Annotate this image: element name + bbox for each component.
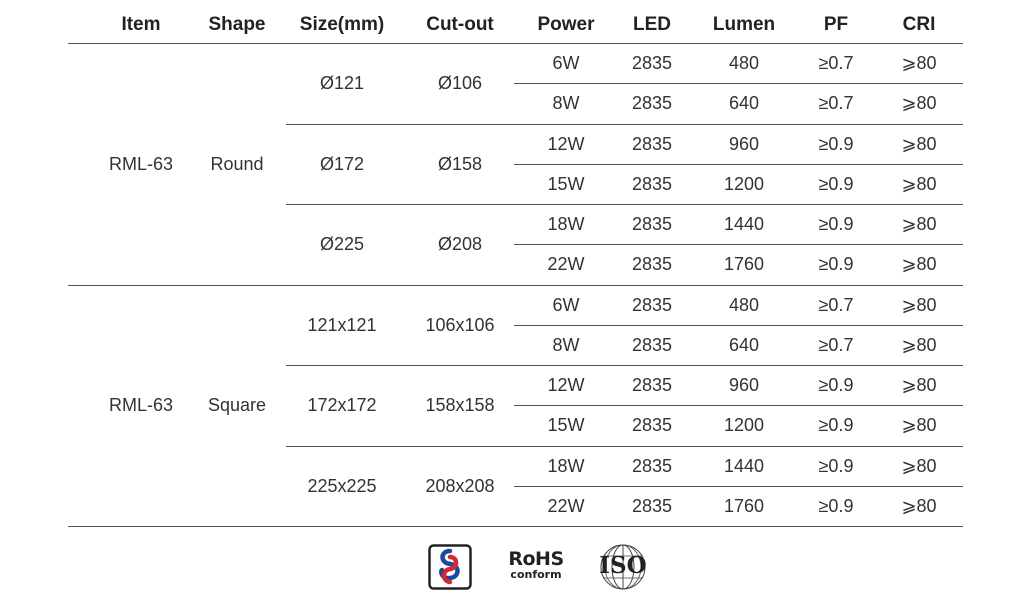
cell-cutout: Ø208: [437, 234, 483, 255]
size-group-divider: [286, 124, 963, 125]
row-divider: [514, 486, 963, 487]
cell-power: 18W: [547, 214, 585, 235]
cell-cutout: Ø158: [437, 153, 483, 174]
column-header-pf: PF: [823, 14, 849, 35]
row-divider: [514, 83, 963, 84]
cell-power: 8W: [552, 334, 580, 355]
cell-cutout: 158x158: [425, 395, 495, 416]
cell-pf: ≥0.7: [818, 93, 854, 114]
cell-power: 22W: [547, 254, 585, 275]
cell-size: Ø172: [319, 153, 365, 174]
cell-pf: ≥0.9: [818, 214, 854, 235]
column-header-led: LED: [633, 14, 671, 35]
cell-cri: ⩾80: [901, 294, 937, 315]
rohs-logo: [503, 549, 569, 581]
cell-led: 2835: [631, 254, 673, 275]
size-group-divider: [286, 365, 963, 366]
cell-cri: ⩾80: [901, 214, 937, 235]
cell-cri: ⩾80: [901, 254, 937, 275]
cell-size: Ø225: [319, 234, 365, 255]
cell-pf: ≥0.7: [818, 294, 854, 315]
column-header-lumen: Lumen: [712, 14, 776, 35]
cell-size: 225x225: [307, 475, 377, 496]
cell-power: 15W: [547, 173, 585, 194]
cell-lumen: 640: [728, 334, 760, 355]
row-divider: [514, 244, 963, 245]
cb-mark-icon: [428, 544, 472, 590]
column-header-cri: CRI: [902, 14, 936, 35]
cell-lumen: 480: [728, 53, 760, 74]
cell-pf: ≥0.7: [818, 53, 854, 74]
cell-lumen: 960: [728, 375, 760, 396]
column-header-shape: Shape: [208, 14, 266, 35]
cell-pf: ≥0.9: [818, 173, 854, 194]
cell-power: 15W: [547, 415, 585, 436]
column-header-item: Item: [121, 14, 161, 35]
row-divider: [514, 325, 963, 326]
certification-logos: [0, 544, 1014, 592]
cell-led: 2835: [631, 375, 673, 396]
cell-item: RML-63: [108, 153, 174, 174]
cell-pf: ≥0.7: [818, 334, 854, 355]
cell-cri: ⩾80: [901, 173, 937, 194]
cell-led: 2835: [631, 455, 673, 476]
cell-cutout: Ø106: [437, 73, 483, 94]
cell-power: 18W: [547, 455, 585, 476]
cell-cri: ⩾80: [901, 133, 937, 154]
cell-cutout: 106x106: [425, 314, 495, 335]
cell-power: 12W: [547, 133, 585, 154]
column-header-size: Size(mm): [299, 14, 385, 35]
column-header-cutout: Cut-out: [426, 14, 494, 35]
cell-led: 2835: [631, 93, 673, 114]
cell-item: RML-63: [108, 395, 174, 416]
cell-size: 121x121: [307, 314, 377, 335]
cell-led: 2835: [631, 294, 673, 315]
cell-pf: ≥0.9: [818, 455, 854, 476]
cell-led: 2835: [631, 495, 673, 516]
cell-led: 2835: [631, 133, 673, 154]
cell-cri: ⩾80: [901, 415, 937, 436]
size-group-divider: [286, 446, 963, 447]
cell-pf: ≥0.9: [818, 375, 854, 396]
cell-cri: ⩾80: [901, 495, 937, 516]
row-divider: [514, 405, 963, 406]
cell-lumen: 960: [728, 133, 760, 154]
cell-led: 2835: [631, 415, 673, 436]
product-group-divider: [68, 526, 963, 527]
cell-power: 8W: [552, 93, 580, 114]
cell-size: Ø121: [319, 73, 365, 94]
rohs-sublabel: conform: [510, 568, 562, 581]
cell-cri: ⩾80: [901, 334, 937, 355]
cell-led: 2835: [631, 214, 673, 235]
cell-shape: Square: [207, 395, 267, 416]
cell-led: 2835: [631, 53, 673, 74]
cell-pf: ≥0.9: [818, 415, 854, 436]
product-group-divider: [68, 285, 963, 286]
cell-lumen: 1200: [723, 415, 765, 436]
cell-cri: ⩾80: [901, 93, 937, 114]
iso-logo: [596, 542, 650, 592]
cell-lumen: 1440: [723, 455, 765, 476]
rohs-label: RoHS: [508, 548, 564, 570]
cell-led: 2835: [631, 173, 673, 194]
cell-lumen: 640: [728, 93, 760, 114]
cell-led: 2835: [631, 334, 673, 355]
cell-lumen: 1760: [723, 254, 765, 275]
cell-size: 172x172: [307, 395, 377, 416]
cell-pf: ≥0.9: [818, 254, 854, 275]
header-divider: [68, 43, 963, 44]
cell-power: 6W: [552, 294, 580, 315]
cell-cri: ⩾80: [901, 455, 937, 476]
cell-cri: ⩾80: [901, 375, 937, 396]
cell-shape: Round: [210, 153, 264, 174]
iso-label: ISO: [599, 552, 647, 579]
cell-power: 6W: [552, 53, 580, 74]
size-group-divider: [286, 204, 963, 205]
cell-lumen: 1760: [723, 495, 765, 516]
cell-lumen: 1440: [723, 214, 765, 235]
cell-cutout: 208x208: [425, 475, 495, 496]
cell-lumen: 1200: [723, 173, 765, 194]
cell-cri: ⩾80: [901, 53, 937, 74]
cell-power: 12W: [547, 375, 585, 396]
column-header-power: Power: [537, 14, 595, 35]
cell-lumen: 480: [728, 294, 760, 315]
cell-pf: ≥0.9: [818, 495, 854, 516]
cell-pf: ≥0.9: [818, 133, 854, 154]
cell-power: 22W: [547, 495, 585, 516]
row-divider: [514, 164, 963, 165]
